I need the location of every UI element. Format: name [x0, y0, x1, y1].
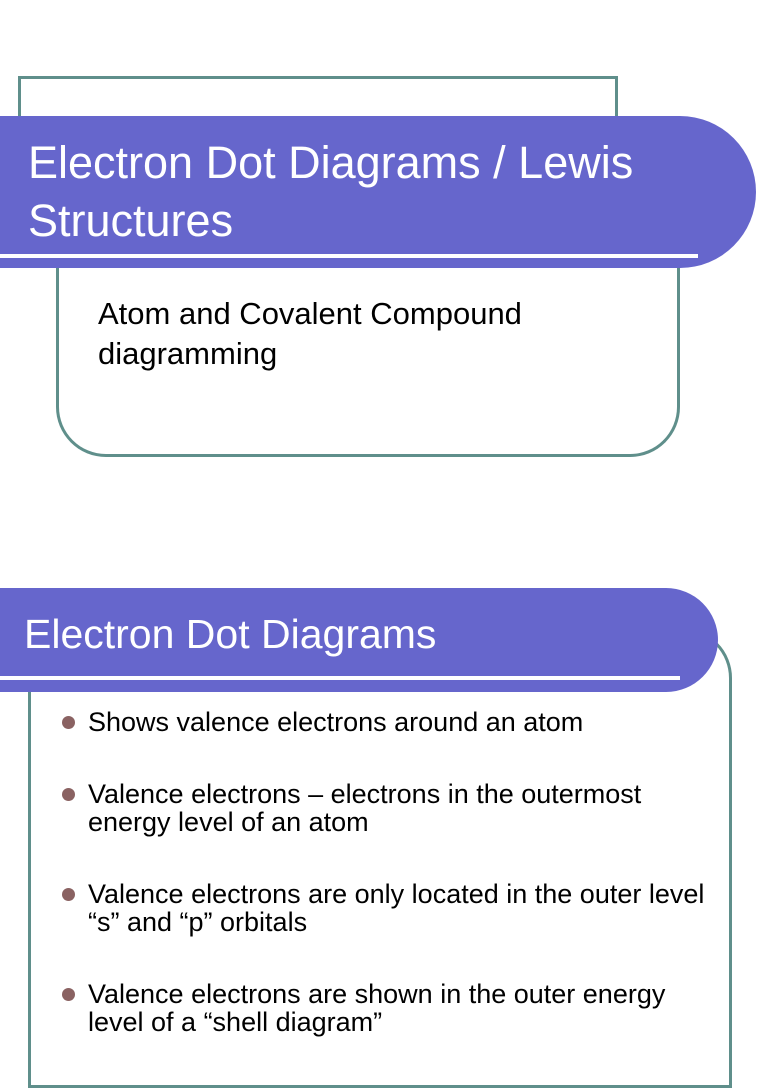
bullet-item	[60, 980, 720, 1036]
bullet-item	[60, 880, 720, 936]
title-underline	[0, 676, 680, 680]
title-underline	[0, 254, 698, 258]
content-slide	[0, 588, 768, 1037]
bullet-text: Valence electrons are only located in the outer level “s” and “p” orbitals	[88, 879, 705, 937]
bullet-list	[60, 708, 720, 1080]
bullet-item	[60, 780, 720, 836]
bullet-dot-icon	[62, 716, 75, 729]
title-slide	[0, 0, 768, 480]
bullet-dot-icon	[62, 888, 75, 901]
slide-subtitle: Atom and Covalent Compound diagramming	[98, 296, 522, 371]
bullet-dot-icon	[62, 988, 75, 1001]
slide-title: Electron Dot Diagrams / Lewis Structures	[28, 137, 634, 246]
bullet-text: Shows valence electrons around an atom	[88, 707, 584, 737]
slide-title: Electron Dot Diagrams	[24, 611, 437, 657]
bullet-dot-icon	[62, 788, 75, 801]
bullet-text: Valence electrons are shown in the outer energy level of a “shell diagram”	[88, 979, 666, 1037]
bullet-item	[60, 708, 720, 736]
bullet-text: Valence electrons – electrons in the outermost energy level of an atom	[88, 779, 642, 837]
